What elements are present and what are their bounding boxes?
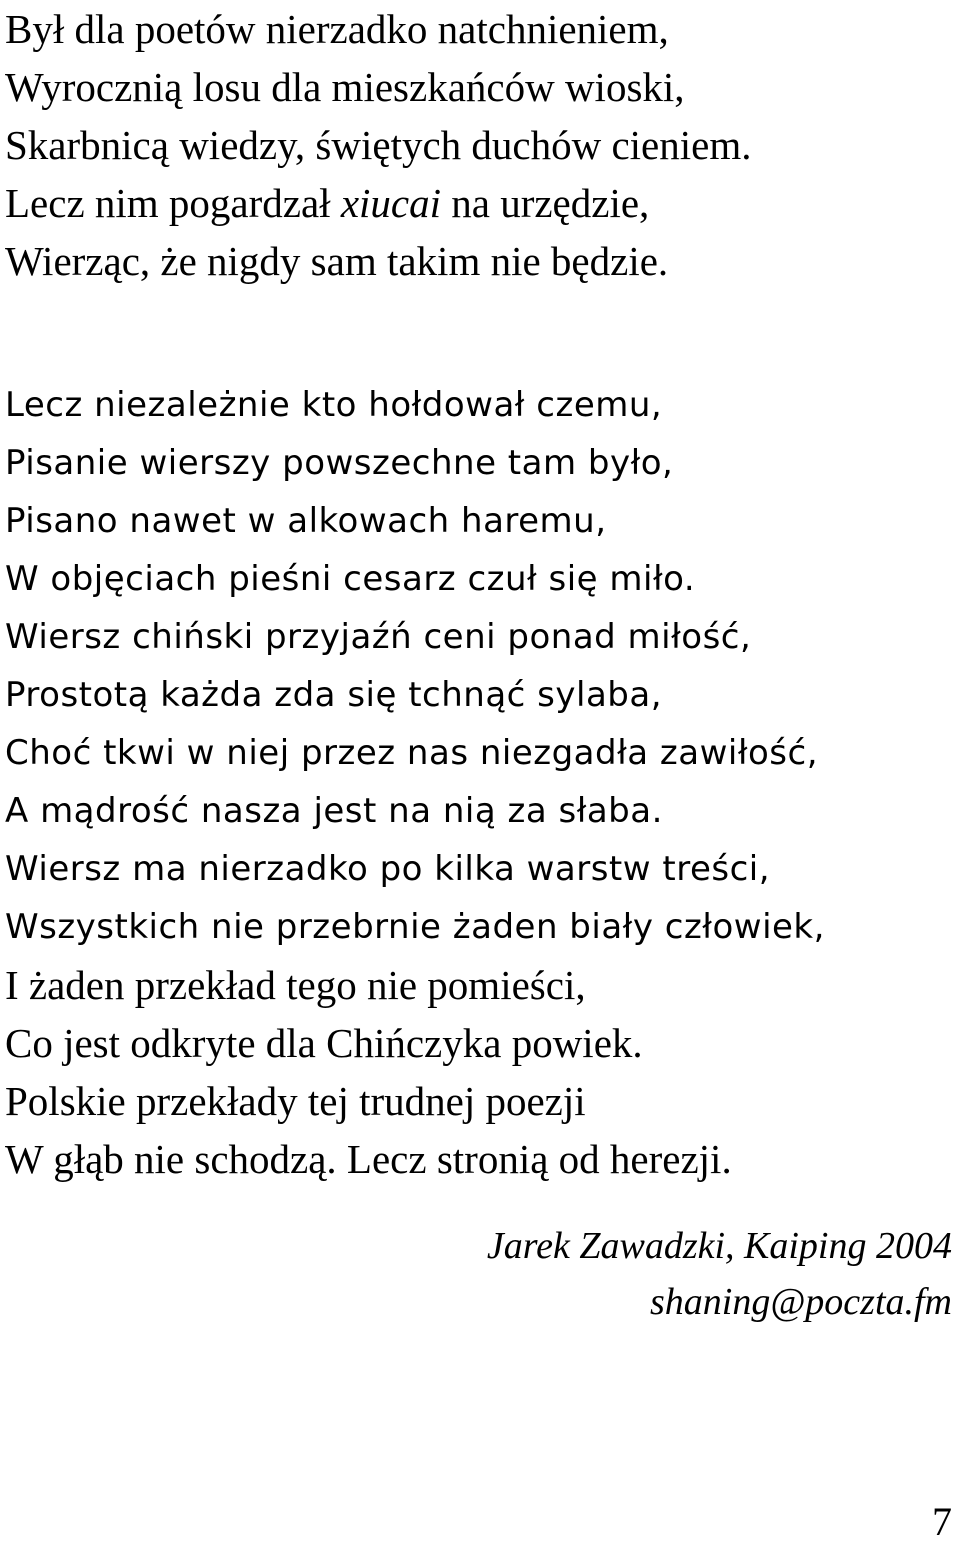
poem-line: Co jest odkryte dla Chińczyka powiek. bbox=[5, 1020, 643, 1066]
signature bbox=[487, 1218, 952, 1330]
poem-line: Polskie przekłady tej trudnej poezji bbox=[5, 1078, 586, 1124]
poem-line: W objęciach pieśni cesarz czuł się miło. bbox=[5, 559, 696, 599]
poem-line: Wiersz ma nierzadko po kilka warstw treści, bbox=[5, 849, 771, 889]
poem-line: Lecz niezależnie kto hołdował czemu, bbox=[5, 385, 663, 425]
poem-line: Wiersz chiński przyjaźń ceni ponad miłość, bbox=[5, 617, 752, 657]
poem-line: Choć tkwi w niej przez nas niezgadła zawiłość, bbox=[5, 733, 819, 773]
page-number: 7 bbox=[932, 1499, 952, 1544]
poem-line-text: na urzędzie, bbox=[441, 180, 650, 226]
poem-line: Wyrocznią losu dla mieszkańców wioski, bbox=[5, 64, 685, 110]
signature-author: Jarek Zawadzki, Kaiping 2004 bbox=[486, 1225, 952, 1267]
poem bbox=[5, 0, 955, 1188]
poem-line: Skarbnicą wiedzy, świętych duchów cieniem. bbox=[5, 122, 752, 168]
poem-line: I żaden przekład tego nie pomieści, bbox=[5, 962, 586, 1008]
poem-line: Prostotą każda zda się tchnąć sylaba, bbox=[5, 675, 663, 715]
italic-term: xiucai bbox=[340, 180, 441, 226]
poem-line: Wierząc, że nigdy sam takim nie będzie. bbox=[5, 238, 669, 284]
poem-line: Wszystkich nie przebrnie żaden biały człowiek, bbox=[5, 907, 825, 947]
poem-line: A mądrość nasza jest na nią za słaba. bbox=[5, 791, 663, 831]
stanza-gap bbox=[5, 290, 955, 376]
poem-line: Był dla poetów nierzadko natchnieniem, bbox=[5, 6, 669, 52]
poem-line: W głąb nie schodzą. Lecz stronią od herezji. bbox=[5, 1136, 732, 1182]
signature-email: shaning@poczta.fm bbox=[649, 1281, 952, 1323]
poem-line: Pisano nawet w alkowach haremu, bbox=[5, 501, 607, 541]
poem-line: Pisanie wierszy powszechne tam było, bbox=[5, 443, 674, 483]
poem-line-text: Lecz nim pogardzał bbox=[5, 180, 341, 226]
poem-line bbox=[5, 174, 955, 232]
